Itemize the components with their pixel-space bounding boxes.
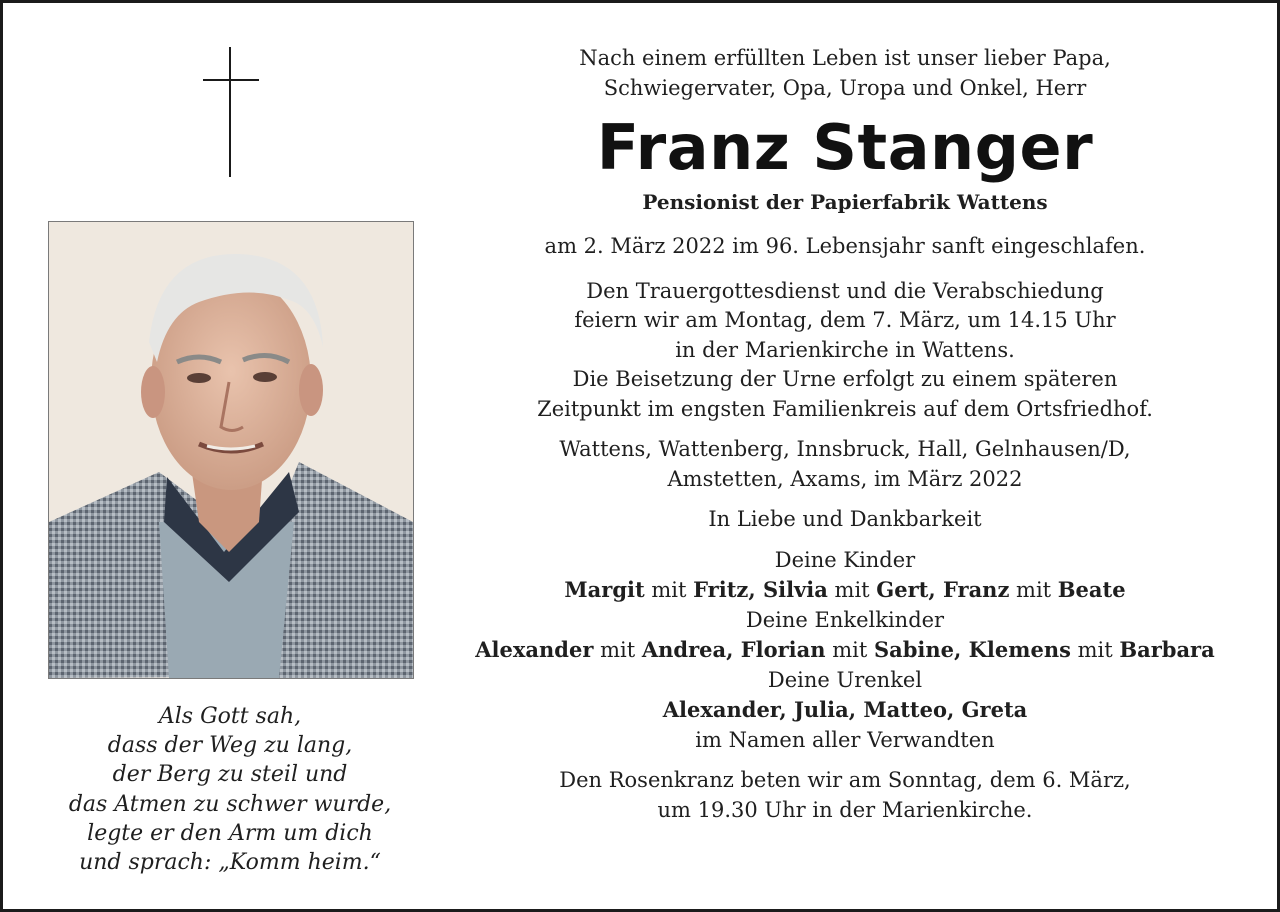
service-line: Den Trauergottesdienst und die Verabschiedung: [586, 278, 1104, 303]
poem-line: Als Gott sah,: [158, 704, 302, 729]
rosary-line: um 19.30 Uhr in der Marienkirche.: [657, 797, 1033, 822]
intro-line: Nach einem erfüllten Leben ist unser lieber Papa,: [579, 46, 1111, 70]
closing-line: In Liebe und Dankbarkeit: [708, 507, 982, 531]
service-line: feiern wir am Montag, dem 7. März, um 14.15 Uhr: [574, 308, 1116, 332]
relatives-line: im Namen aller Verwandten: [695, 727, 995, 752]
children-names: Margit mit Fritz, Silvia mit Gert, Franz mit Beate: [564, 577, 1126, 602]
greatgrandchildren-names: Alexander, Julia, Matteo, Greta: [662, 697, 1028, 722]
death-line: am 2. März 2022 im 96. Lebensjahr sanft eingeschlafen.: [544, 234, 1146, 258]
cross-icon: [203, 47, 259, 177]
deceased-name: Franz Stanger: [596, 111, 1094, 184]
grandchildren-names: Alexander mit Andrea, Florian mit Sabine, Klemens mit Barbara: [475, 637, 1215, 662]
grandchildren-label: Deine Enkelkinder: [745, 607, 945, 632]
places-line: Wattens, Wattenberg, Innsbruck, Hall, Gelnhausen/D,: [559, 437, 1131, 461]
obituary-text: [439, 44, 1251, 825]
poem-line: der Berg zu steil und: [112, 762, 348, 788]
poem-line: dass der Weg zu lang,: [107, 733, 353, 759]
greatgrandchildren-label: Deine Urenkel: [767, 667, 923, 692]
poem-line: das Atmen zu schwer wurde,: [68, 791, 392, 817]
service-line: Die Beisetzung der Urne erfolgt zu einem späteren: [572, 367, 1118, 391]
places-line: Amstetten, Axams, im März 2022: [667, 466, 1023, 491]
rosary-line: Den Rosenkranz beten wir am Sonntag, dem 6. März,: [559, 768, 1131, 792]
poem-line: und sprach: „Komm heim.“: [79, 850, 381, 876]
children-label: Deine Kinder: [774, 547, 916, 572]
service-line: Zeitpunkt im engsten Familienkreis auf dem Ortsfriedhof.: [537, 396, 1153, 421]
poem-line: legte er den Arm um dich: [87, 820, 373, 846]
occupation: Pensionist der Papierfabrik Wattens: [642, 190, 1048, 214]
intro-line: Schwiegervater, Opa, Uropa und Onkel, Herr: [603, 75, 1087, 100]
poem: [33, 702, 427, 877]
portrait-photo: [48, 221, 414, 679]
service-line: in der Marienkirche in Wattens.: [675, 337, 1015, 362]
